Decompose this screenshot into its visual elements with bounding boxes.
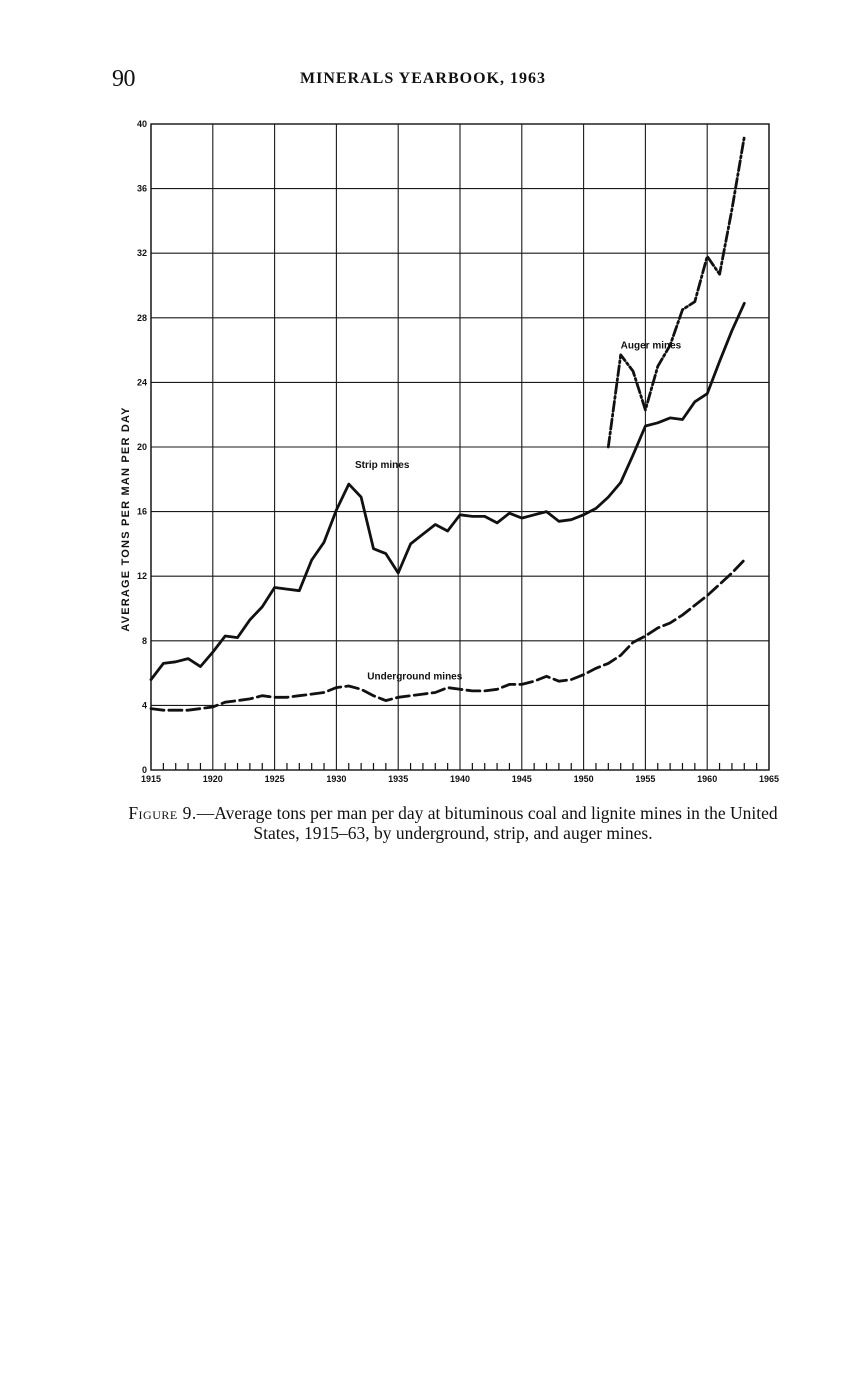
x-tick-label: 1965: [758, 774, 780, 784]
y-tick-label: 4: [141, 700, 147, 711]
page-number: 90: [112, 66, 135, 92]
figure-caption-text: —Average tons per man per day at bituminous coal and lignite mines in the United States, 1915–63, by underground, strip, and auger mines.: [196, 803, 778, 843]
x-tick-label: 1935: [388, 774, 409, 784]
series-group: [151, 137, 744, 710]
series-strip-mines: [151, 303, 744, 679]
y-tick-label: 28: [136, 312, 147, 323]
x-tick-label: 1930: [326, 774, 347, 784]
x-tick-label: 1955: [635, 774, 656, 784]
y-tick-label: 20: [136, 442, 147, 452]
annotation-label: Auger mines: [620, 340, 682, 352]
y-tick-label: 8: [141, 635, 147, 646]
y-tick-label: 24: [136, 377, 147, 388]
x-tick-label: 1915: [140, 774, 162, 784]
x-tick-label: 1920: [202, 774, 223, 784]
running-title: MINERALS YEARBOOK, 1963: [300, 70, 546, 87]
y-tick-label: 12: [136, 571, 147, 582]
y-axis-label: AVERAGE TONS PER MAN PER DAY: [120, 406, 132, 632]
x-tick-label: 1950: [573, 774, 594, 784]
figure-caption: [108, 803, 798, 843]
x-tick-label: 1940: [449, 774, 471, 784]
annotation-label: Underground mines: [367, 671, 463, 683]
y-tick-label: 32: [136, 248, 147, 259]
series-auger-mines: [608, 137, 744, 447]
tick-labels: [137, 119, 779, 784]
x-tick-label: 1925: [264, 774, 285, 784]
x-tick-label: 1960: [697, 774, 718, 784]
figure-label: Figure 9.: [128, 803, 197, 823]
y-tick-label: 0: [141, 765, 147, 775]
y-tick-label: 16: [136, 506, 147, 517]
annotation-label: Strip mines: [354, 459, 410, 471]
y-tick-label: 40: [136, 119, 147, 129]
y-tick-label: 36: [136, 183, 147, 194]
x-tick-label: 1945: [511, 774, 532, 784]
